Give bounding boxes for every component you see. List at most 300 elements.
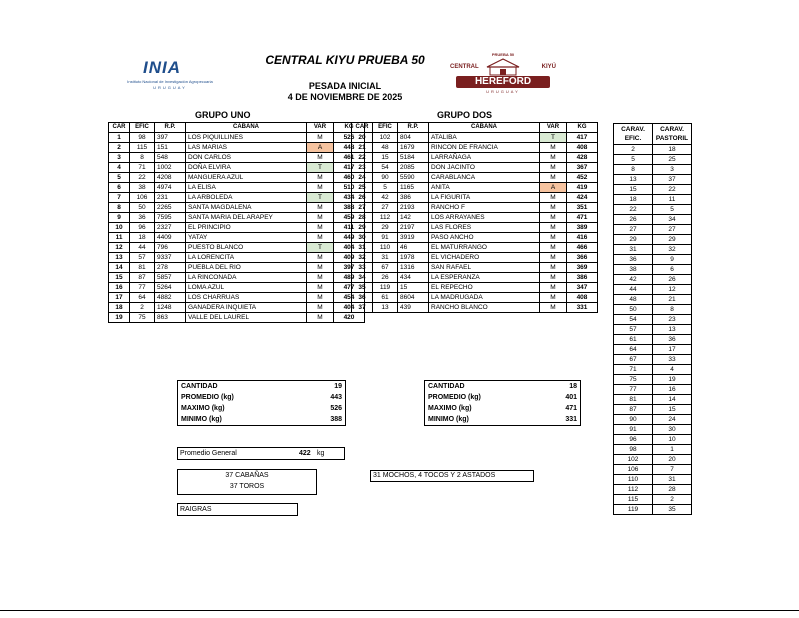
rp-cell: 278 [155,263,186,273]
hereford-logo-name: HEREFORD [474,76,532,87]
table-row [109,223,365,233]
table-row [352,303,598,313]
var-cell: M [540,143,567,153]
carav-efic-header: CARAV. EFIC. [614,124,653,145]
car-cell: 24 [352,173,373,183]
car-cell: 9 [109,213,130,223]
stat-label: MAXIMO (kg) [428,405,472,412]
cabana-cell: RANCHO BLANCO [429,303,540,313]
carav-pastoril-cell: 37 [653,175,692,185]
carav-efic-cell: 98 [614,445,653,455]
carav-pastoril-cell: 2 [653,495,692,505]
caravana-row [614,355,692,365]
caravana-row [614,315,692,325]
car-cell: 35 [352,283,373,293]
var-cell: A [307,143,334,153]
var-cell: T [540,133,567,143]
caravana-row [614,435,692,445]
caravana-row [614,205,692,215]
var-cell: M [307,303,334,313]
cabana-cell: SAN RAFAEL [429,263,540,273]
cabana-cell: LAS FLORES [429,223,540,233]
carav-efic-cell: 15 [614,185,653,195]
kg-cell: 424 [567,193,598,203]
carav-pastoril-cell: 13 [653,325,692,335]
rp-cell: 15 [398,283,429,293]
caravana-row [614,325,692,335]
rp-cell: 1002 [155,163,186,173]
table-row [109,253,365,263]
car-cell: 34 [352,273,373,283]
carav-efic-cell: 50 [614,305,653,315]
efic-cell: 31 [373,253,398,263]
efic-cell: 67 [373,263,398,273]
stat-value: 401 [565,394,577,401]
var-cell: T [307,243,334,253]
column-header: EFIC [130,123,155,133]
group-one-header-row [109,123,365,133]
rp-cell: 8604 [398,293,429,303]
carav-pastoril-cell: 35 [653,505,692,515]
car-cell: 4 [109,163,130,173]
rp-cell: 2265 [155,203,186,213]
var-cell: M [540,153,567,163]
var-cell: M [540,233,567,243]
kg-cell: 369 [567,263,598,273]
table-row [109,263,365,273]
cabana-cell: PUESTO BLANCO [186,243,307,253]
stat-label: MAXIMO (kg) [181,405,225,412]
var-cell: M [307,173,334,183]
efic-cell: 18 [130,233,155,243]
stat-label: MINIMO (kg) [181,416,222,423]
table-row [352,173,598,183]
caravana-row [614,295,692,305]
hereford-logo-left: CENTRAL [450,64,479,70]
kg-cell: 351 [567,203,598,213]
var-cell: M [540,203,567,213]
var-cell: M [540,173,567,183]
group-one-title: GRUPO UNO [195,110,251,120]
group-two-header-row [352,123,598,133]
column-header: CABAÑA [186,123,307,133]
cabana-cell: PUEBLA DEL RIO [186,263,307,273]
cabana-cell: LAS MARIAS [186,143,307,153]
carav-efic-cell: 48 [614,295,653,305]
car-cell: 6 [109,183,130,193]
inia-logo-country: URUGUAY [153,85,187,90]
car-cell: 37 [352,303,373,313]
carav-pastoril-cell: 26 [653,275,692,285]
car-cell: 18 [109,303,130,313]
carav-pastoril-cell: 1 [653,445,692,455]
rp-cell: 1165 [398,183,429,193]
efic-cell: 71 [130,163,155,173]
carav-pastoril-cell: 11 [653,195,692,205]
cabana-cell: EL MATURRANGO [429,243,540,253]
car-cell: 28 [352,213,373,223]
table-row [109,183,365,193]
kg-cell: 416 [567,233,598,243]
caravana-row [614,385,692,395]
cabana-cell: EL PRINCIPIO [186,223,307,233]
general-average-box [177,447,345,460]
cabana-cell: YATAY [186,233,307,243]
cabana-cell: EL REPECHO [429,283,540,293]
cabana-cell: ATALIBA [429,133,540,143]
car-cell: 10 [109,223,130,233]
carav-efic-cell: 57 [614,325,653,335]
caravana-row [614,285,692,295]
kg-cell: 408 [567,293,598,303]
carav-pastoril-cell: 6 [653,265,692,275]
var-cell: M [540,193,567,203]
caravana-row [614,305,692,315]
kg-cell: 404 [334,303,365,313]
var-cell: M [307,153,334,163]
kg-cell: 388 [334,203,365,213]
cabana-cell: VALLE DEL LAUREL [186,313,307,323]
caravana-row [614,405,692,415]
cabana-cell: LA MADRUGADA [429,293,540,303]
car-cell: 16 [109,283,130,293]
carav-efic-cell: 61 [614,335,653,345]
kg-cell: 526 [334,133,365,143]
column-header: EFIC [373,123,398,133]
carav-efic-cell: 110 [614,475,653,485]
stat-value: 18 [569,383,577,390]
general-average-label: Promedio General [180,450,237,457]
var-cell: M [540,253,567,263]
rp-cell: 439 [398,303,429,313]
pasture-box: RAIGRAS [177,503,298,516]
group-two-table [351,122,598,313]
caravana-row [614,345,692,355]
rp-cell: 46 [398,243,429,253]
cabana-cell: CARABLANCA [429,173,540,183]
carav-pastoril-cell: 14 [653,395,692,405]
stat-value: 526 [330,405,342,412]
inia-logo-caption: Instituto Nacional de Investigación Agropecuaria [127,79,213,84]
table-row [109,273,365,283]
efic-cell: 77 [130,283,155,293]
efic-cell: 29 [373,223,398,233]
rp-cell: 5184 [398,153,429,163]
car-cell: 1 [109,133,130,143]
carav-efic-cell: 5 [614,155,653,165]
carav-pastoril-cell: 23 [653,315,692,325]
carav-efic-cell: 31 [614,245,653,255]
efic-cell: 91 [373,233,398,243]
car-cell: 14 [109,263,130,273]
efic-cell: 110 [373,243,398,253]
var-cell: M [540,263,567,273]
kg-cell: 409 [334,253,365,263]
caravana-row [614,465,692,475]
car-cell: 7 [109,193,130,203]
carav-efic-cell: 8 [614,165,653,175]
car-cell: 31 [352,243,373,253]
column-header: KG [567,123,598,133]
cabana-cell: DON CARLOS [186,153,307,163]
table-row [352,253,598,263]
table-row [109,203,365,213]
cabana-cell: SANTA MAGDALENA [186,203,307,213]
carav-pastoril-cell: 31 [653,475,692,485]
efic-cell: 22 [130,173,155,183]
carav-pastoril-cell: 4 [653,365,692,375]
table-row [109,233,365,243]
cabana-cell: ANITA [429,183,540,193]
rp-cell: 4409 [155,233,186,243]
group-one-stats [177,380,346,426]
efic-cell: 8 [130,153,155,163]
carav-pastoril-cell: 32 [653,245,692,255]
carav-efic-cell: 90 [614,415,653,425]
caravana-row [614,245,692,255]
table-row [352,233,598,243]
efic-cell: 87 [130,273,155,283]
car-cell: 15 [109,273,130,283]
efic-cell: 57 [130,253,155,263]
carav-pastoril-cell: 36 [653,335,692,345]
carav-pastoril-cell: 28 [653,485,692,495]
rp-cell: 2193 [398,203,429,213]
carav-efic-cell: 87 [614,405,653,415]
table-row [352,203,598,213]
carav-efic-cell: 18 [614,195,653,205]
rp-cell: 4208 [155,173,186,183]
rp-cell: 434 [398,273,429,283]
carav-efic-cell: 13 [614,175,653,185]
carav-efic-cell: 26 [614,215,653,225]
rp-cell: 4882 [155,293,186,303]
toros-count: 37 TOROS [229,483,265,490]
caravanas-table [613,123,692,515]
cabana-cell: PASO ANCHO [429,233,540,243]
car-cell: 17 [109,293,130,303]
rp-cell: 5590 [398,173,429,183]
kg-cell: 347 [567,283,598,293]
rp-cell: 548 [155,153,186,163]
car-cell: 11 [109,233,130,243]
car-cell: 3 [109,153,130,163]
rp-cell: 142 [398,213,429,223]
carav-efic-cell: 112 [614,485,653,495]
caravana-row [614,485,692,495]
efic-cell: 102 [373,133,398,143]
caravana-row [614,415,692,425]
caravana-row [614,265,692,275]
efic-cell: 15 [373,153,398,163]
kg-cell: 397 [334,263,365,273]
stat-label: CANTIDAD [428,383,465,390]
caravana-row [614,155,692,165]
carav-pastoril-cell: 17 [653,345,692,355]
cabana-cell: LA ARBOLEDA [186,193,307,203]
table-row [352,133,598,143]
car-cell: 21 [352,143,373,153]
table-row [109,163,365,173]
carav-efic-cell: 64 [614,345,653,355]
caravana-row [614,425,692,435]
efic-cell: 75 [130,313,155,323]
table-row [352,243,598,253]
carav-efic-cell: 71 [614,365,653,375]
cabana-cell: LOS PIQUILLINES [186,133,307,143]
kg-cell: 510 [334,183,365,193]
var-cell: M [540,273,567,283]
kg-cell: 417 [334,163,365,173]
rp-cell: 386 [398,193,429,203]
column-header: KG [334,123,365,133]
kg-cell: 428 [567,153,598,163]
car-cell: 20 [352,133,373,143]
carav-efic-cell: 27 [614,225,653,235]
table-row [109,173,365,183]
car-cell: 23 [352,163,373,173]
hereford-logo-country: URUGUAY [486,89,520,94]
var-cell: M [307,293,334,303]
car-cell: 22 [352,153,373,163]
rp-cell: 1316 [398,263,429,273]
carav-pastoril-cell: 29 [653,235,692,245]
kg-cell: 366 [567,253,598,263]
caravana-row [614,145,692,155]
carav-efic-cell: 67 [614,355,653,365]
carav-pastoril-cell: 34 [653,215,692,225]
efic-cell: 106 [130,193,155,203]
composition-box: 31 MOCHOS, 4 TOCOS Y 2 ASTADOS [370,470,534,482]
carav-efic-cell: 54 [614,315,653,325]
car-cell: 27 [352,203,373,213]
cabana-cell: LA FIGURITA [429,193,540,203]
var-cell: M [540,283,567,293]
var-cell: M [540,303,567,313]
stat-value: 331 [565,416,577,423]
rp-cell: 9337 [155,253,186,263]
efic-cell: 90 [373,173,398,183]
car-cell: 5 [109,173,130,183]
car-cell: 32 [352,253,373,263]
stat-value: 443 [330,394,342,401]
carav-pastoril-cell: 24 [653,415,692,425]
carav-efic-cell: 119 [614,505,653,515]
var-cell: T [307,193,334,203]
caravana-row [614,475,692,485]
efic-cell: 115 [130,143,155,153]
carav-pastoril-cell: 27 [653,225,692,235]
carav-pastoril-cell: 10 [653,435,692,445]
rp-cell: 2085 [398,163,429,173]
cabana-cell: LOS ARRAYANES [429,213,540,223]
cabana-cell: LA ELISA [186,183,307,193]
page-title: CENTRAL KIYU PRUEBA 50 [265,53,425,67]
table-row [352,163,598,173]
carav-pastoril-cell: 7 [653,465,692,475]
group-two-title: GRUPO DOS [437,110,493,120]
caravana-row [614,375,692,385]
carav-pastoril-cell: 16 [653,385,692,395]
kg-cell: 389 [567,223,598,233]
efic-cell: 50 [130,203,155,213]
carav-efic-cell: 2 [614,145,653,155]
cabana-cell: LA ESPERANZA [429,273,540,283]
var-cell: M [307,273,334,283]
carav-efic-cell: 22 [614,205,653,215]
efic-cell: 27 [373,203,398,213]
var-cell: M [307,223,334,233]
efic-cell: 38 [130,183,155,193]
stat-value: 471 [565,405,577,412]
rp-cell: 397 [155,133,186,143]
column-header: CAR [352,123,373,133]
stat-label: PROMEDIO (kg) [428,394,481,401]
var-cell: M [540,163,567,173]
kg-cell: 489 [334,273,365,283]
table-row [109,213,365,223]
carav-efic-cell: 96 [614,435,653,445]
cabana-cell: LOMA AZUL [186,283,307,293]
table-row [109,283,365,293]
table-row [352,213,598,223]
cabana-cell: MANGUERA AZUL [186,173,307,183]
kg-cell: 461 [334,153,365,163]
table-row [109,313,365,323]
carav-pastoril-cell: 15 [653,405,692,415]
carav-efic-cell: 44 [614,285,653,295]
stat-label: CANTIDAD [181,383,218,390]
general-average-unit: kg [317,450,325,457]
rp-cell: 804 [398,133,429,143]
car-cell: 26 [352,193,373,203]
caravana-row [614,225,692,235]
carav-efic-cell: 115 [614,495,653,505]
kg-cell: 449 [334,233,365,243]
efic-cell: 119 [373,283,398,293]
cabana-cell: SANTA MARIA DEL ARAPEY [186,213,307,223]
car-cell: 33 [352,263,373,273]
caravana-row [614,275,692,285]
var-cell: M [540,293,567,303]
carav-efic-cell: 42 [614,275,653,285]
carav-pastoril-cell: 5 [653,205,692,215]
table-row [352,153,598,163]
table-row [352,193,598,203]
efic-cell: 26 [373,273,398,283]
stat-label: MINIMO (kg) [428,416,469,423]
stat-value: 388 [330,416,342,423]
car-cell: 8 [109,203,130,213]
table-row [352,263,598,273]
carav-efic-cell: 38 [614,265,653,275]
carav-pastoril-cell: 19 [653,375,692,385]
kg-cell: 466 [567,243,598,253]
cabana-cell: LA RINCONADA [186,273,307,283]
kg-cell: 460 [334,173,365,183]
caravana-row [614,175,692,185]
efic-cell: 81 [130,263,155,273]
caravana-row [614,335,692,345]
table-row [109,293,365,303]
cabana-cell: LOS CHARRUAS [186,293,307,303]
kg-cell: 452 [567,173,598,183]
hereford-logo [448,52,558,96]
caravana-row [614,455,692,465]
carav-efic-cell: 102 [614,455,653,465]
stat-value: 19 [334,383,342,390]
carav-pastoril-cell: 21 [653,295,692,305]
